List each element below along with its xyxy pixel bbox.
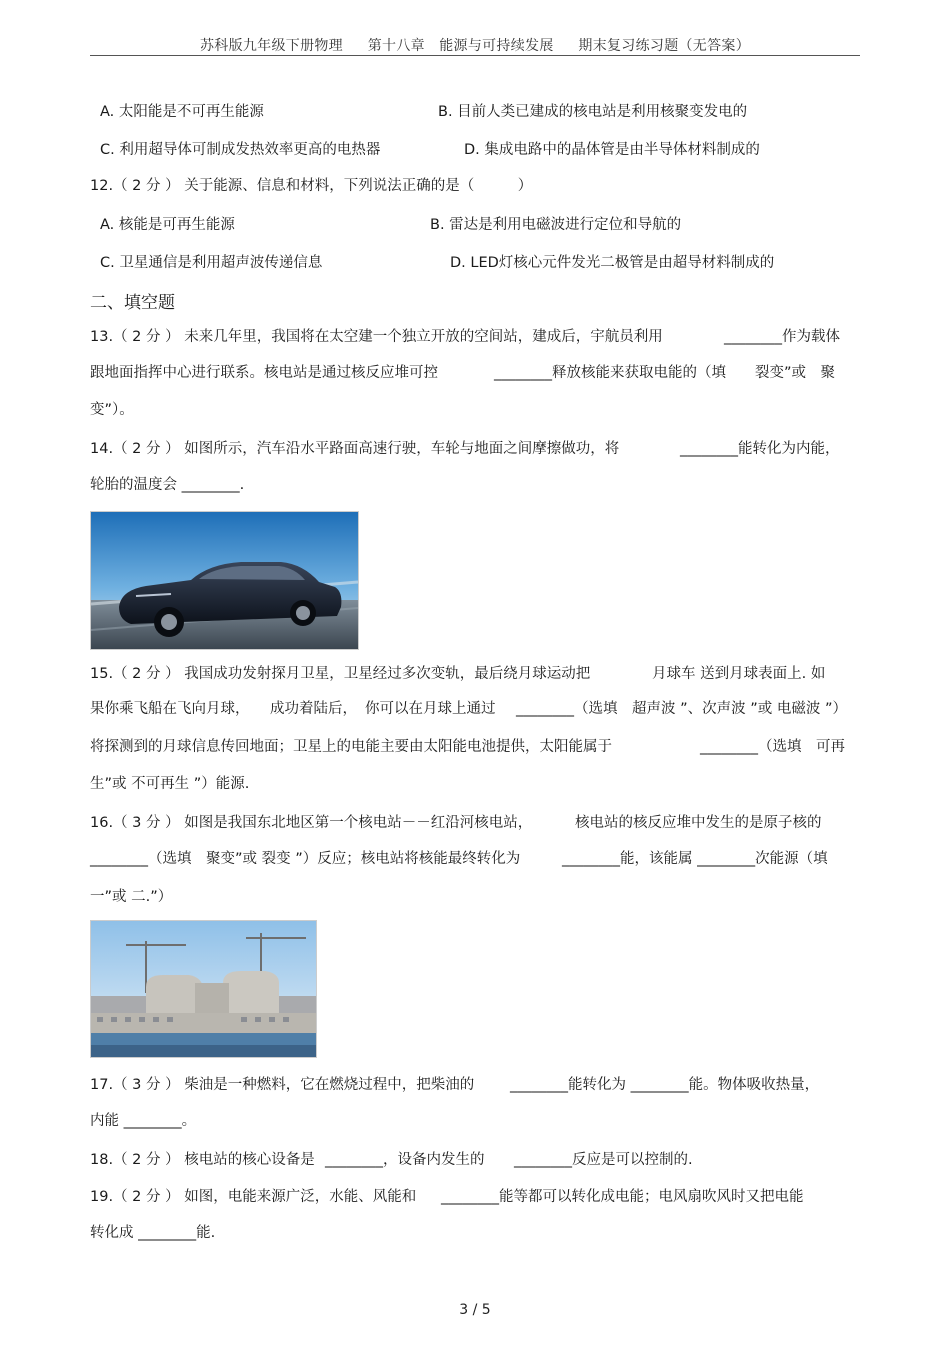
q15-line2-a: 果你乘飞船在飞向月球， — [90, 701, 250, 717]
q11-option-b: B. 目前人类已建成的核电站是利用核聚变发电的 — [438, 104, 748, 120]
q13-line2-blank: ________释放核能来获取电能的（填 裂变”或 聚 — [494, 365, 836, 381]
q15-line2-blank: ________（选填 超声波 ”、次声波 ”或 电磁波 ”） — [516, 701, 847, 717]
header-book: 苏科版九年级下册物理 — [199, 38, 343, 54]
q19-line1: 19.（ 2 分 ） 如图，电能来源广泛，水能、风能和 — [90, 1189, 417, 1205]
q15-line3: 将探测到的月球信息传回地面；卫星上的电能主要由太阳能电池提供，太阳能属于 — [90, 739, 612, 755]
q14-line1: 14.（ 2 分 ） 如图所示，汽车沿水平路面高速行驶，车轮与地面之间摩擦做功，将 — [90, 441, 620, 457]
car-illustration — [91, 512, 358, 649]
header-doc: 期末复习练习题（无答案） — [578, 38, 751, 54]
q13-line2: 跟地面指挥中心进行联系。核电站是通过核反应堆可控 — [90, 365, 438, 381]
q18-part-b: ________，设备内发生的 — [325, 1152, 485, 1168]
q16-line1: 16.（ 3 分 ） 如图是我国东北地区第一个核电站－－红沿河核电站， — [90, 815, 533, 831]
q13-line3: 变”）。 — [90, 402, 134, 418]
q12-option-a: A. 核能是可再生能源 — [100, 217, 235, 233]
q17-line1: 17.（ 3 分 ） 柴油是一种燃料，它在燃烧过程中，把柴油的 — [90, 1077, 475, 1093]
q18-part-c: ________反应是可以控制的. — [514, 1152, 693, 1168]
q17-line2: 内能 ________。 — [90, 1113, 197, 1129]
q13-line1: 13.（ 2 分 ） 未来几年里，我国将在太空建一个独立开放的空间站，建成后，宇航员利用 — [90, 329, 663, 345]
q11-option-c: C. 利用超导体可制成发热效率更高的电热器 — [100, 142, 381, 158]
q11-option-d: D. 集成电路中的晶体管是由半导体材料制成的 — [464, 142, 760, 158]
q12-option-b: B. 雷达是利用电磁波进行定位和导航的 — [430, 217, 682, 233]
page-header — [0, 35, 950, 55]
q16-line1-tail: 核电站的核反应堆中发生的是原子核的 — [575, 815, 822, 831]
q15-line3-blank: ________（选填 可再 — [700, 739, 845, 755]
q15-line1: 15.（ 2 分 ） 我国成功发射探月卫星，卫星经过多次变轨，最后绕月球运动把 — [90, 666, 591, 682]
q13-line1-blank: ________作为载体 — [724, 329, 840, 345]
q17-line1-blank: ________能转化为 ________能。物体吸收热量， — [510, 1077, 820, 1093]
q14-line1-blank: ________能转化为内能， — [680, 441, 840, 457]
q14-line2: 轮胎的温度会 ________. — [90, 477, 245, 493]
header-chapter: 第十八章 能源与可持续发展 — [367, 38, 554, 54]
q12-option-d: D. LED灯核心元件发光二极管是由超导材料制成的 — [450, 255, 775, 271]
nuclear-plant-photo — [90, 920, 317, 1058]
section-title: 二、填空题 — [90, 293, 175, 313]
page-number: 3 / 5 — [459, 1302, 491, 1318]
q16-line2-blank: ________能，该能属 ________次能源（填 — [562, 851, 828, 867]
q15-line1-tail: 月球车 送到月球表面上. 如 — [652, 666, 826, 682]
q15-line4: 生”或 不可再生 ”）能源. — [90, 776, 250, 792]
car-photo — [90, 511, 359, 650]
q19-line2: 转化成 ________能. — [90, 1225, 216, 1241]
q16-line3: 一”或 二.”） — [90, 889, 173, 905]
q12-option-c: C. 卫星通信是利用超声波传递信息 — [100, 255, 323, 271]
q12-stem: 12.（ 2 分 ） 关于能源、信息和材料，下列说法正确的是（ ） — [90, 178, 533, 194]
nuclear-plant-illustration — [91, 921, 316, 1057]
q15-line2-b: 成功着陆后， — [270, 701, 357, 717]
q18-part-a: 18.（ 2 分 ） 核电站的核心设备是 — [90, 1152, 315, 1168]
q16-line2: ________（选填 聚变”或 裂变 ”）反应；核电站将核能最终转化为 — [90, 851, 521, 867]
header-rule — [90, 55, 860, 56]
q15-line2-c: 你可以在月球上通过 — [365, 701, 496, 717]
q11-option-a: A. 太阳能是不可再生能源 — [100, 104, 264, 120]
q19-line1-blank: ________能等都可以转化成电能；电风扇吹风时又把电能 — [441, 1189, 804, 1205]
